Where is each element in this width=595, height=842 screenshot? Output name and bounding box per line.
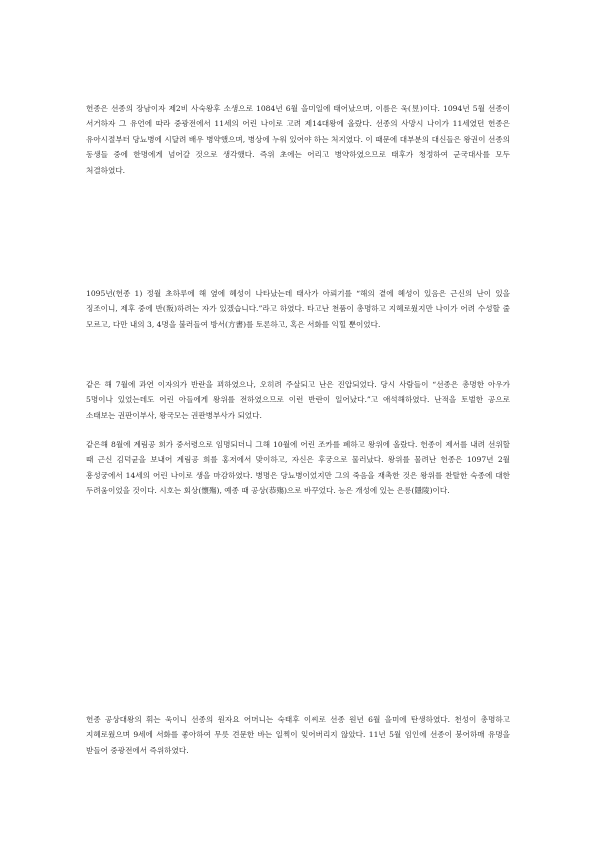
paragraph-royal-record: 헌종 공상대왕의 휘는 욱이니 선종의 원자요 어머니는 숙태후 이씨로 선종 원년 6월 을미에 탄생하였다. 천성이 총명하고 지혜로웠으며 9세에 서화를 좋아하여 무릇 견문한 바는 일찍이 잊어버리지 않았다. 11년 5월 임인에 선종이 붕어하매 유명을 받들어 중광전에서 즉위하였다. [86, 715, 510, 755]
paragraph-comet-omen: 1095년(헌종 1) 정월 초하루에 해 옆에 혜성이 나타났는데 태사가 아뢰기를 “해의 곁에 혜성이 있음은 근신의 난이 있을 징조이니, 제후 중에 반(叛)하려는 자가 있겠습니다.”라고 하였다. 타고난 천품이 총명하고 지혜로웠지만 나이가 어려 수성할 줄 모르고, 다만 내의 3, 4명을 불러들여 방서(方書)를 토론하고, 혹은 서화를 익힐 뿐이었다. [86, 289, 510, 329]
paragraph-birth-and-accession: 헌종은 선종의 장남이자 제2비 사숙왕후 소생으로 1084년 6월 을미일에 태어났으며, 이름은 욱(昱)이다. 1094년 5월 선종이 서거하자 그 유언에 따라 중광전에서 11세의 어린 나이로 고려 제14대왕에 올랐다. 선종의 사망시 나이가 11세였던 헌종은 유아시절부터 당뇨병에 시달려 배우 병약했으며, 병상에 누워 있어야 하는 처지였다. 이 때문에 대부분의 대신들은 왕권이 선종의 동생들 중에 한명에게 넘어갈 것으로 생각했다. 즉위 초에는 어리고 병약하였으므로 태후가 청정하여 군국대사를 모두 처결하였다. [86, 104, 510, 175]
paragraph-abdication-and-death: 같은해 8월에 계림공 희가 중서령으로 임명되더니 그해 10월에 어린 조카를 폐하고 왕위에 올랐다. 헌종이 제서를 내려 선위할 때 근신 김덕균을 보내어 계림공 희를 홍저에서 맞이하고, 자신은 후궁으로 물러났다. 왕위를 물려난 헌종은 1097년 2월 흥성궁에서 14세의 어린 나이로 생을 마감하였다. 병명은 당뇨병이었지만 그의 죽음을 재촉한 것은 왕위를 찬탈한 숙종에 대한 두려움이었을 것이다. 시호는 회상(懷殤), 예종 때 공상(恭殤)으로 바꾸었다. 능은 개성에 있는 은릉(隱陵)이다. [86, 440, 510, 496]
paragraph-rebellion: 같은 해 7월에 과연 이자의가 반란을 꾀하였으나, 오히려 주살되고 난은 진압되었다. 당시 사람들이 “선종은 총명한 아우가 5명이나 있었는데도 어린 아들에게 왕위를 전하였으므로 이런 반란이 일어났다.”고 애석해하였다. 난적을 토벌한 공으로 소태보는 권판이부사, 왕국모는 권판병부사가 되었다. [86, 380, 510, 420]
